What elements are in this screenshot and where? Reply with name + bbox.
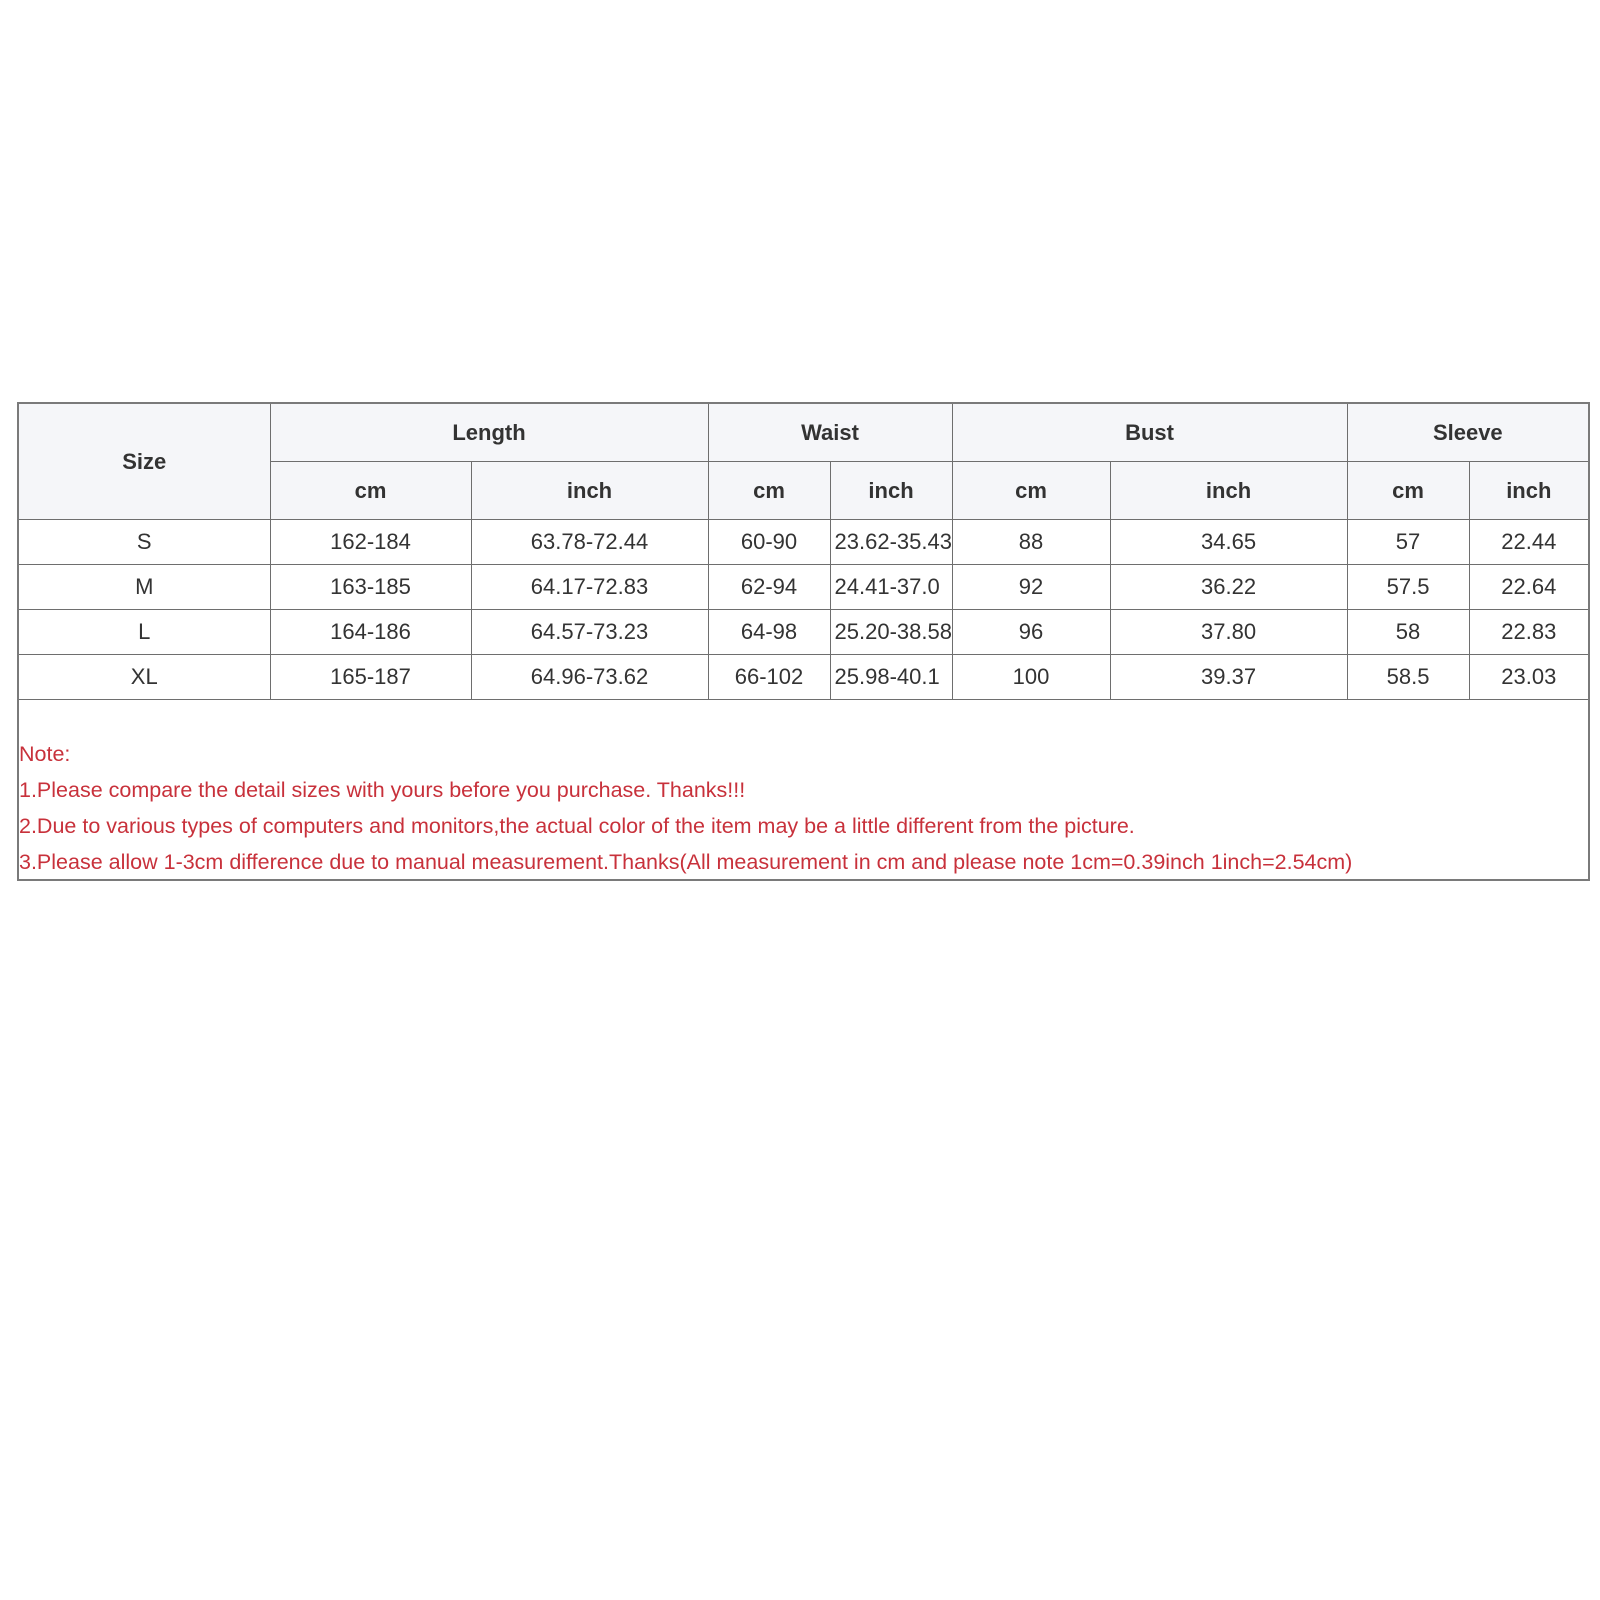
table-cell: 165-187 (270, 655, 471, 700)
table-cell: 64.96-73.62 (471, 655, 708, 700)
table-row (19, 655, 1588, 700)
size-cell: S (19, 520, 270, 565)
table-cell: 39.37 (1110, 655, 1347, 700)
table-cell: 24.41-37.0 (830, 565, 952, 610)
size-table (19, 404, 1588, 700)
note-title: Note: (19, 742, 71, 766)
table-cell: 162-184 (270, 520, 471, 565)
table-header-group-row (19, 404, 1588, 462)
table-cell: 57 (1347, 520, 1469, 565)
table-cell: 64-98 (708, 610, 830, 655)
waist-header: Waist (708, 404, 952, 462)
size-cell: XL (19, 655, 270, 700)
table-cell: 25.98-40.1 (830, 655, 952, 700)
length-header: Length (270, 404, 708, 462)
table-cell: 66-102 (708, 655, 830, 700)
table-row (19, 565, 1588, 610)
notes-section (19, 700, 1588, 880)
table-cell: 23.03 (1469, 655, 1588, 700)
table-cell: 36.22 (1110, 565, 1347, 610)
size-cell: M (19, 565, 270, 610)
table-cell: 63.78-72.44 (471, 520, 708, 565)
table-cell: 96 (952, 610, 1110, 655)
table-cell: 22.64 (1469, 565, 1588, 610)
bust-header: Bust (952, 404, 1347, 462)
table-cell: 64.17-72.83 (471, 565, 708, 610)
unit-header: cm (952, 462, 1110, 520)
table-cell: 23.62-35.43 (830, 520, 952, 565)
unit-header: cm (270, 462, 471, 520)
unit-header: inch (471, 462, 708, 520)
sleeve-header: Sleeve (1347, 404, 1588, 462)
unit-header: inch (830, 462, 952, 520)
table-cell: 22.83 (1469, 610, 1588, 655)
table-cell: 100 (952, 655, 1110, 700)
unit-header: inch (1469, 462, 1588, 520)
table-cell: 25.20-38.58 (830, 610, 952, 655)
note-line: 3.Please allow 1-3cm difference due to manual measurement.Thanks(All measurement in cm and please note 1cm=0.39inch 1inch=2.54cm) (19, 850, 1353, 874)
table-cell: 37.80 (1110, 610, 1347, 655)
table-cell: 88 (952, 520, 1110, 565)
table-cell: 22.44 (1469, 520, 1588, 565)
note-line: 1.Please compare the detail sizes with yours before you purchase. Thanks!!! (19, 778, 746, 802)
table-cell: 163-185 (270, 565, 471, 610)
unit-header: cm (708, 462, 830, 520)
table-cell: 60-90 (708, 520, 830, 565)
unit-header: cm (1347, 462, 1469, 520)
table-cell: 57.5 (1347, 565, 1469, 610)
unit-header: inch (1110, 462, 1347, 520)
table-row (19, 520, 1588, 565)
table-cell: 34.65 (1110, 520, 1347, 565)
table-cell: 62-94 (708, 565, 830, 610)
size-chart (17, 402, 1590, 881)
table-cell: 58.5 (1347, 655, 1469, 700)
size-cell: L (19, 610, 270, 655)
table-row (19, 610, 1588, 655)
size-column-header: Size (19, 404, 270, 520)
table-cell: 58 (1347, 610, 1469, 655)
table-cell: 64.57-73.23 (471, 610, 708, 655)
table-cell: 164-186 (270, 610, 471, 655)
table-cell: 92 (952, 565, 1110, 610)
note-line: 2.Due to various types of computers and monitors,the actual color of the item may be a little different from the picture. (19, 814, 1135, 838)
